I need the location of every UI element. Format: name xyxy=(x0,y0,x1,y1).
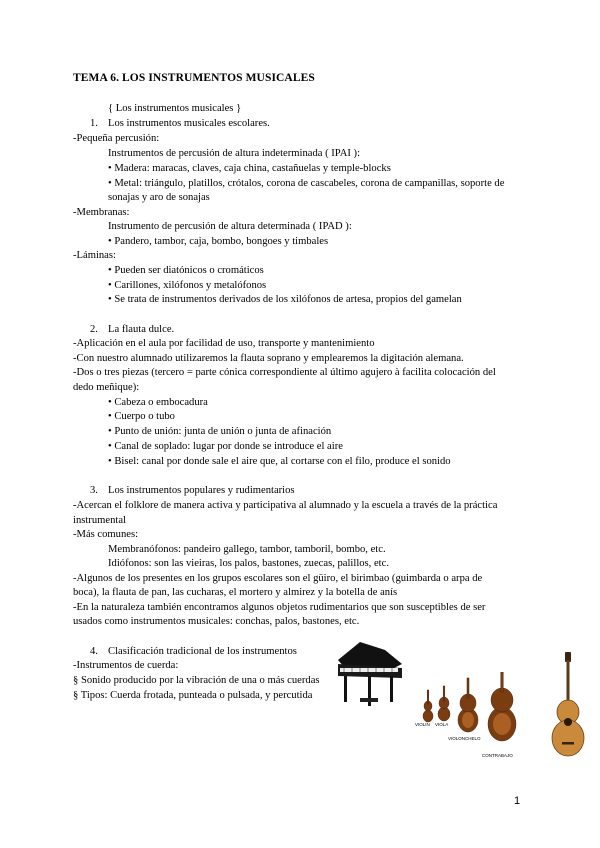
text-line: instrumental xyxy=(73,515,126,526)
page-number: 1 xyxy=(514,795,521,807)
text-line: § Sonido producido por la vibración de una o más cuerdas xyxy=(73,675,320,686)
text-line: -Con nuestro alumnado utilizaremos la flauta soprano y emplearemos la digitación alemana. xyxy=(73,353,464,364)
bullet-item: • Se trata de instrumentos derivados de los xilófonos de artesa, propios del gamelan xyxy=(108,294,462,305)
text-line: Membranófonos: pandeiro gallego, tambor, tamboril, bombo, etc. xyxy=(108,544,386,555)
piano-image xyxy=(330,640,410,710)
list-number: 2. xyxy=(90,324,98,335)
section-heading: { Los instrumentos musicales } xyxy=(108,103,242,114)
list-number: 3. xyxy=(90,485,98,496)
text-line: -Membranas: xyxy=(73,207,130,218)
list-heading: Los instrumentos musicales escolares. xyxy=(108,118,270,129)
bullet-item: • Bisel: canal por donde sale el aire que, al cortarse con el filo, produce el sonido xyxy=(108,456,451,467)
text-line: dedo meñique): xyxy=(73,382,140,393)
text-line: -Algunos de los presentes en los grupos escolares son el güiro, el birimbao (guimbarda o arpa de xyxy=(73,573,483,584)
text-line: -Instrumentos de cuerda: xyxy=(73,660,179,671)
image-label: VIOLIN xyxy=(415,722,430,727)
text-line: -Acercan el folklore de manera activa y participativa al alumnado y la escuela a través de la práctica xyxy=(73,500,498,511)
image-label: VIOLONCHELO xyxy=(448,736,481,741)
text-line: Instrumentos de percusión de altura indeterminada ( IPAI ): xyxy=(108,148,361,159)
text-line: boca), la flauta de pan, las cucharas, el mortero y almirez y la botella de anís xyxy=(73,587,398,598)
bullet-item: • Punto de unión: junta de unión o junta de afinación xyxy=(108,426,332,437)
image-label: VIOLA xyxy=(435,722,449,727)
list-number: 4. xyxy=(90,646,98,657)
list-heading: Los instrumentos populares y rudimentarios xyxy=(108,485,295,496)
document-title: TEMA 6. LOS INSTRUMENTOS MUSICALES xyxy=(73,72,315,84)
bullet-item: • Pandero, tambor, caja, bombo, bongoes y timbales xyxy=(108,236,329,247)
text-line: -Láminas: xyxy=(73,250,116,261)
bullet-item: • Metal: triángulo, platillos, crótalos, corona de cascabeles, corona de campanillas, soporte de xyxy=(108,178,505,189)
bullet-item: • Carillones, xilófonos y metalófonos xyxy=(108,280,267,291)
guitar-image xyxy=(548,650,588,760)
string-instruments-image xyxy=(410,672,558,764)
bullet-item: • Canal de soplado: lugar por donde se introduce el aire xyxy=(108,441,343,452)
list-heading: La flauta dulce. xyxy=(108,324,175,335)
bullet-item: • Cabeza o embocadura xyxy=(108,397,208,408)
bullet-item: • Pueden ser diatónicos o cromáticos xyxy=(108,265,264,276)
text-line: -Más comunes: xyxy=(73,529,139,540)
text-line: -Dos o tres piezas (tercero = parte cónica correspondiente al último agujero à facilita colocación del xyxy=(73,367,496,378)
text-line: Instrumento de percusión de altura determinada ( IPAD ): xyxy=(108,221,352,232)
bullet-item: • Madera: maracas, claves, caja china, castañuelas y temple-blocks xyxy=(108,163,391,174)
text-line: § Tipos: Cuerda frotada, punteada o pulsada, y percutida xyxy=(73,690,313,701)
text-line: Idiófonos: son las vieiras, los palos, bastones, zuecas, palillos, etc. xyxy=(108,558,389,569)
text-line: -En la naturaleza también encontramos algunos objetos rudimentarios que son susceptibles de ser xyxy=(73,602,486,613)
text-line: -Aplicación en el aula por facilidad de uso, transporte y mantenimiento xyxy=(73,338,375,349)
text-line: usados como instrumentos musicales: conchas, palos, bastones, etc. xyxy=(73,616,360,627)
text-line: sonajas y aro de sonajas xyxy=(108,192,210,203)
list-heading: Clasificación tradicional de los instrumentos xyxy=(108,646,297,657)
image-label: CONTRABAJO xyxy=(482,753,513,758)
text-line: -Pequeña percusión: xyxy=(73,133,160,144)
bullet-item: • Cuerpo o tubo xyxy=(108,411,175,422)
list-number: 1. xyxy=(90,118,98,129)
